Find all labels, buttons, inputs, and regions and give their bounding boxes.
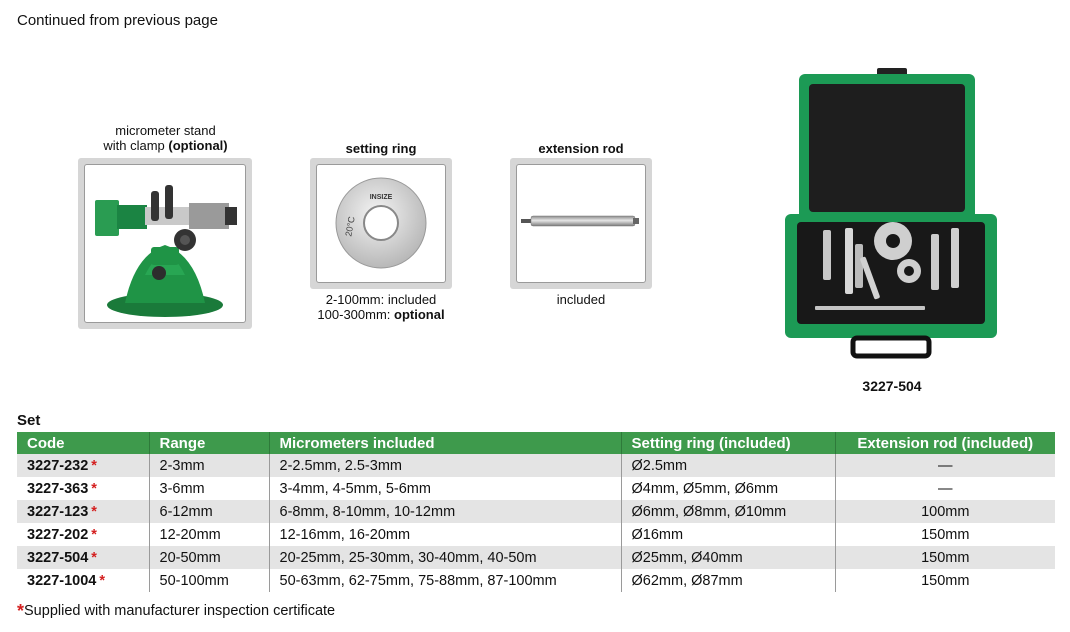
footnote: [17, 601, 335, 622]
micrometer-stand-illustration: [85, 165, 245, 322]
cell-micrometers: 12-16mm, 16-20mm: [269, 523, 621, 546]
rod-note: included: [556, 292, 606, 307]
continued-note: Continued from previous page: [17, 12, 218, 29]
table-row: [17, 546, 1055, 569]
cell-extension-rod: 150mm: [835, 523, 1055, 546]
stand-optional-label: (optional): [168, 138, 228, 153]
stand-caption-line1: micrometer stand: [115, 123, 216, 138]
cell-range: 2-3mm: [149, 454, 269, 477]
carrying-case-illustration: [785, 68, 997, 360]
cell-code: 3227-202 *: [17, 523, 149, 546]
column-header-setting-ring: Setting ring (included): [621, 432, 835, 454]
cell-extension-rod: 150mm: [835, 546, 1055, 569]
column-header-micrometers: Micrometers included: [269, 432, 621, 454]
cell-extension-rod: —: [835, 454, 1055, 477]
cell-setting-ring: Ø25mm, Ø40mm: [621, 546, 835, 569]
ring-optional-label: optional: [394, 307, 445, 322]
table-row: [17, 569, 1055, 592]
rod-image: [516, 164, 646, 283]
certificate-star: *: [91, 480, 97, 497]
cell-setting-ring: Ø4mm, Ø5mm, Ø6mm: [621, 477, 835, 500]
cell-code: 3227-232 *: [17, 454, 149, 477]
column-header-code: Code: [17, 432, 149, 454]
cell-range: 20-50mm: [149, 546, 269, 569]
cell-micrometers: 2-2.5mm, 2.5-3mm: [269, 454, 621, 477]
cell-range: 50-100mm: [149, 569, 269, 592]
table-header-row: [17, 432, 1055, 454]
cell-code: 3227-1004 *: [17, 569, 149, 592]
cell-code: 3227-123 *: [17, 500, 149, 523]
ring-note: [300, 292, 462, 322]
cell-extension-rod: 100mm: [835, 500, 1055, 523]
cell-range: 3-6mm: [149, 477, 269, 500]
stand-caption: [78, 123, 253, 153]
table-row: [17, 523, 1055, 546]
stand-image: [84, 164, 246, 323]
table-row: [17, 477, 1055, 500]
cell-micrometers: 3-4mm, 4-5mm, 5-6mm: [269, 477, 621, 500]
cell-setting-ring: Ø16mm: [621, 523, 835, 546]
cell-setting-ring: Ø2.5mm: [621, 454, 835, 477]
certificate-star: *: [91, 457, 97, 474]
certificate-star: *: [91, 526, 97, 543]
rod-caption: extension rod: [538, 141, 624, 156]
setting-ring-illustration: [317, 165, 445, 282]
footnote-star: *: [17, 601, 25, 621]
ring-engraved-temp: 20°C: [343, 215, 357, 238]
ring-note-line1: 2-100mm: included: [325, 292, 437, 307]
certificate-star: *: [91, 549, 97, 566]
table-row: [17, 500, 1055, 523]
extension-rod-illustration: [517, 165, 645, 282]
cell-micrometers: 50-63mm, 62-75mm, 75-88mm, 87-100mm: [269, 569, 621, 592]
ring-note-line2: 100-300mm: optional: [317, 307, 445, 322]
table-row: [17, 454, 1055, 477]
cell-micrometers: 6-8mm, 8-10mm, 10-12mm: [269, 500, 621, 523]
set-table: [17, 432, 1055, 592]
column-header-range: Range: [149, 432, 269, 454]
ring-caption: setting ring: [345, 141, 417, 156]
cell-range: 12-20mm: [149, 523, 269, 546]
cell-extension-rod: —: [835, 477, 1055, 500]
cell-extension-rod: 150mm: [835, 569, 1055, 592]
case-code-label: 3227-504: [862, 378, 922, 394]
cell-code: 3227-363 *: [17, 477, 149, 500]
ring-image: [316, 164, 446, 283]
certificate-star: *: [91, 503, 97, 520]
certificate-star: *: [99, 572, 105, 589]
set-label: Set: [17, 412, 41, 429]
footnote-text: Supplied with manufacturer inspection certificate: [24, 603, 336, 619]
rod-image-frame: [510, 158, 652, 289]
case-image: [785, 68, 997, 360]
column-header-extension-rod: Extension rod (included): [835, 432, 1055, 454]
cell-micrometers: 20-25mm, 25-30mm, 30-40mm, 40-50m: [269, 546, 621, 569]
ring-engraved-brand: INSIZE: [369, 194, 393, 201]
ring-image-frame: [310, 158, 452, 289]
cell-code: 3227-504 *: [17, 546, 149, 569]
cell-setting-ring: Ø6mm, Ø8mm, Ø10mm: [621, 500, 835, 523]
stand-image-frame: [78, 158, 252, 329]
cell-range: 6-12mm: [149, 500, 269, 523]
stand-caption-line2: with clamp (optional): [103, 138, 228, 153]
cell-setting-ring: Ø62mm, Ø87mm: [621, 569, 835, 592]
